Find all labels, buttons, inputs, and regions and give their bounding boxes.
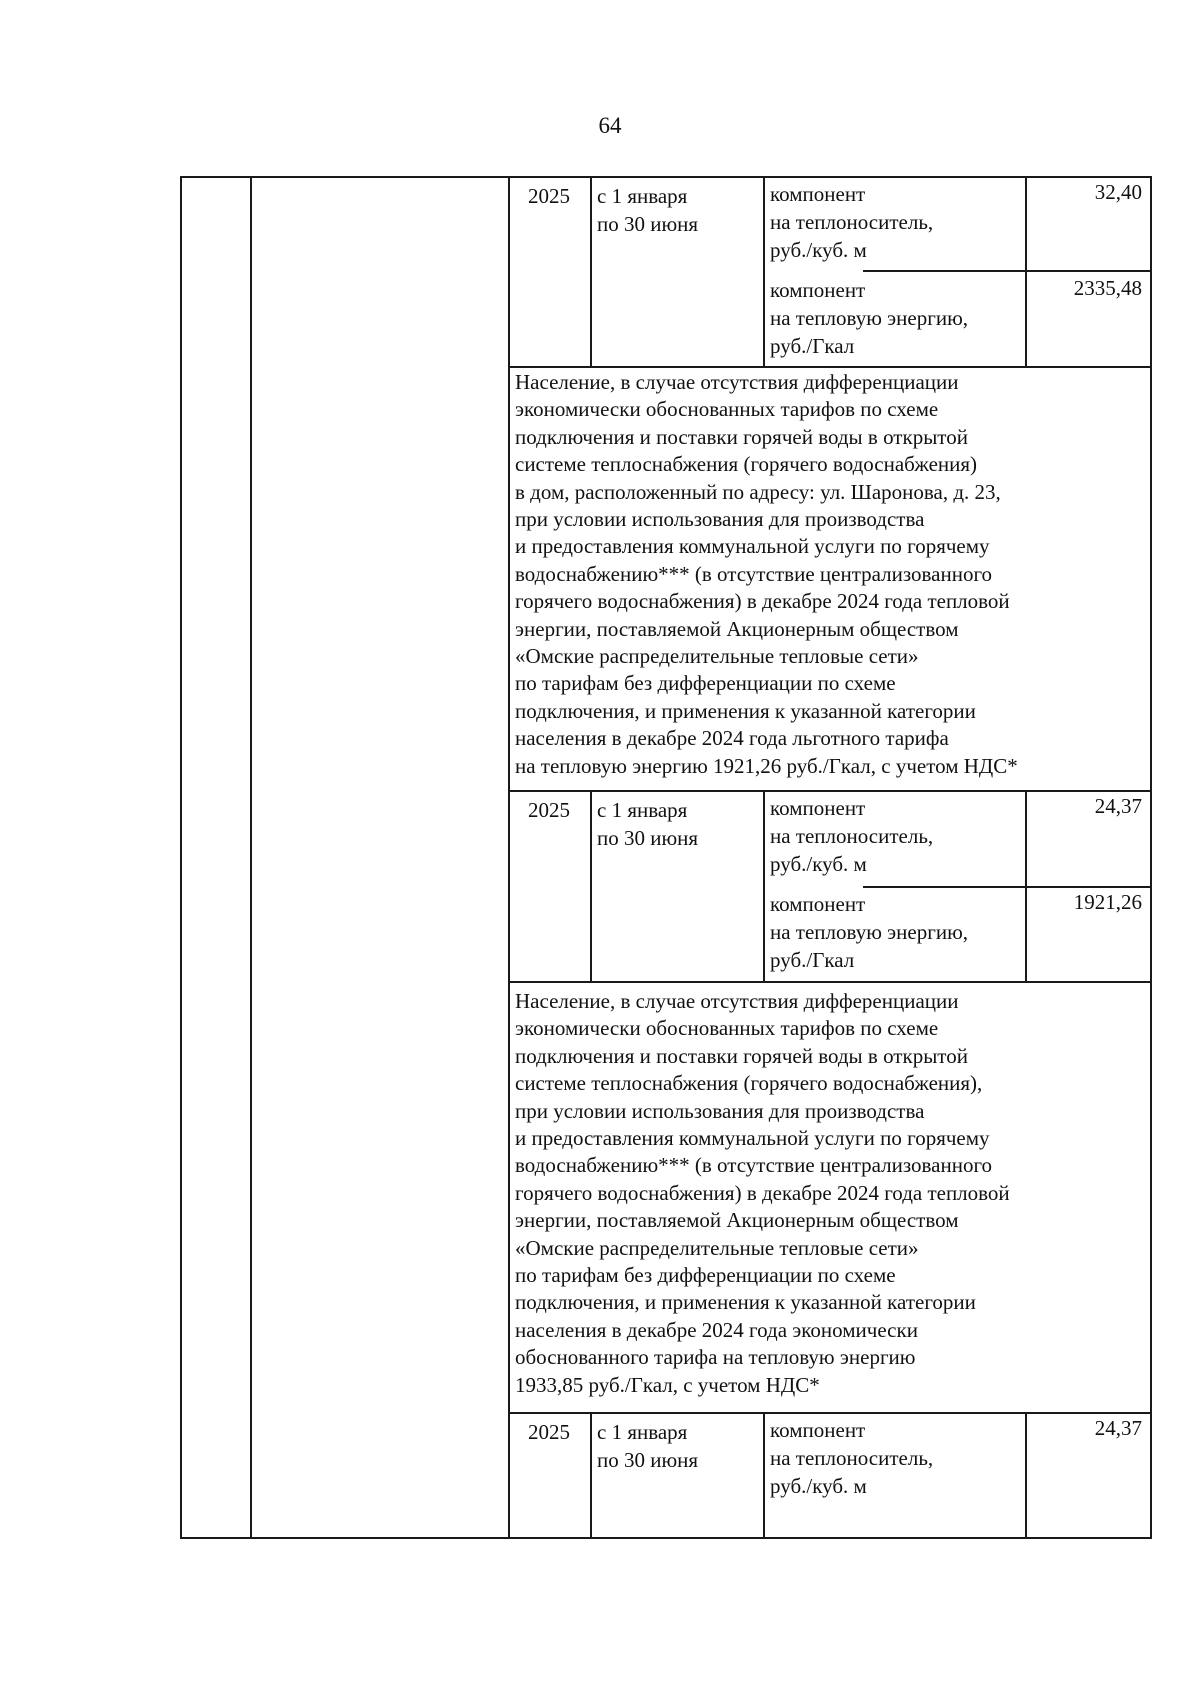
description-line: по тарифам без дифференциации по схеме <box>515 1263 896 1288</box>
table-border-bottom <box>180 1537 1152 1539</box>
description-line: энергии, поставляемой Акционерным обществом <box>515 1208 959 1233</box>
table-border-top <box>180 176 1152 178</box>
description-line: подключения и поставки горячей воды в открытой <box>515 1043 968 1068</box>
period-line: с 1 января <box>597 798 688 822</box>
description-line: и предоставления коммунальной услуги по горячему <box>515 534 990 559</box>
component-line: компонент <box>770 1418 866 1442</box>
period-line: по 30 июня <box>597 1448 699 1472</box>
component-line: на теплоноситель, <box>770 210 934 234</box>
description-line: подключения, и применения к указанной категории <box>515 698 976 723</box>
description-line: на тепловую энергию 1921,26 руб./Гкал, с учетом НДС* <box>515 753 1018 778</box>
population-category-description <box>508 988 1150 1399</box>
description-line: горячего водоснабжения) в декабре 2024 года тепловой <box>515 1180 1010 1205</box>
description-line: энергии, поставляемой Акционерным обществом <box>515 616 959 641</box>
description-line: населения в декабре 2024 года льготного тарифа <box>515 726 949 751</box>
component-line: компонент <box>770 278 866 302</box>
description-line: при условии использования для производства <box>515 507 925 532</box>
component-cell <box>763 276 1025 360</box>
description-line: водоснабжению*** (в отсутствие централизованного <box>515 1153 993 1178</box>
row-divider <box>863 270 1151 272</box>
description-line: Население, в случае отсутствия дифференциации <box>515 370 959 394</box>
description-line: Население, в случае отсутствия дифференциации <box>515 989 959 1013</box>
description-line: «Омские распределительные тепловые сети» <box>515 1235 919 1260</box>
description-line: 1933,85 руб./Гкал, с учетом НДС* <box>515 1372 820 1397</box>
description-line: подключения и поставки горячей воды в открытой <box>515 424 968 449</box>
period-line: с 1 января <box>597 184 688 208</box>
value-cell: 32,40 <box>1094 180 1142 204</box>
page-number: 64 <box>598 113 622 138</box>
year-cell: 2025 <box>528 184 570 208</box>
component-line: руб./Гкал <box>770 334 855 358</box>
column-divider-2 <box>250 176 252 1539</box>
year-cell: 2025 <box>528 798 570 822</box>
table-border-right <box>1150 176 1152 1539</box>
population-category-description <box>508 369 1150 780</box>
row-divider <box>508 981 1151 983</box>
value-cell: 24,37 <box>1094 1416 1142 1440</box>
row-divider <box>508 366 1151 368</box>
period-cell <box>590 182 763 238</box>
component-cell <box>763 180 1025 264</box>
period-line: с 1 января <box>597 1420 688 1444</box>
component-line: компонент <box>770 796 866 820</box>
value-cell: 2335,48 <box>1073 276 1142 300</box>
period-cell <box>590 1418 763 1474</box>
tariff-table <box>180 176 1152 1539</box>
description-line: горячего водоснабжения) в декабре 2024 года тепловой <box>515 589 1010 614</box>
year-cell: 2025 <box>528 1420 570 1444</box>
description-line: при условии использования для производства <box>515 1098 925 1123</box>
component-line: на теплоноситель, <box>770 824 934 848</box>
component-line: на тепловую энергию, <box>770 920 969 944</box>
component-cell <box>763 1416 1025 1500</box>
description-line: в дом, расположенный по адресу: ул. Шаронова, д. 23, <box>515 479 1001 504</box>
component-line: на тепловую энергию, <box>770 306 969 330</box>
component-line: компонент <box>770 182 866 206</box>
description-line: «Омские распределительные тепловые сети» <box>515 644 919 669</box>
description-line: населения в декабре 2024 года экономически <box>515 1317 918 1342</box>
component-line: руб./куб. м <box>770 852 867 876</box>
description-line: и предоставления коммунальной услуги по горячему <box>515 1126 990 1151</box>
component-line: руб./Гкал <box>770 948 855 972</box>
component-line: компонент <box>770 892 866 916</box>
description-line: экономически обоснованных тарифов по схеме <box>515 1016 939 1041</box>
period-line: по 30 июня <box>597 212 699 236</box>
component-cell <box>763 794 1025 878</box>
description-line: подключения, и применения к указанной категории <box>515 1290 976 1315</box>
value-cell: 1921,26 <box>1073 890 1142 914</box>
description-line: системе теплоснабжения (горячего водоснабжения) <box>515 452 978 477</box>
description-line: экономически обоснованных тарифов по схеме <box>515 397 939 422</box>
period-cell <box>590 796 763 852</box>
component-line: руб./куб. м <box>770 238 867 262</box>
value-cell: 24,37 <box>1094 794 1142 818</box>
description-line: по тарифам без дифференциации по схеме <box>515 671 896 696</box>
component-line: на теплоноситель, <box>770 1446 934 1470</box>
description-line: системе теплоснабжения (горячего водоснабжения), <box>515 1071 983 1096</box>
table-border-left <box>180 176 182 1539</box>
description-line: водоснабжению*** (в отсутствие централизованного <box>515 561 993 586</box>
component-cell <box>763 890 1025 974</box>
period-line: по 30 июня <box>597 826 699 850</box>
description-line: обоснованного тарифа на тепловую энергию <box>515 1345 916 1370</box>
component-line: руб./куб. м <box>770 1474 867 1498</box>
